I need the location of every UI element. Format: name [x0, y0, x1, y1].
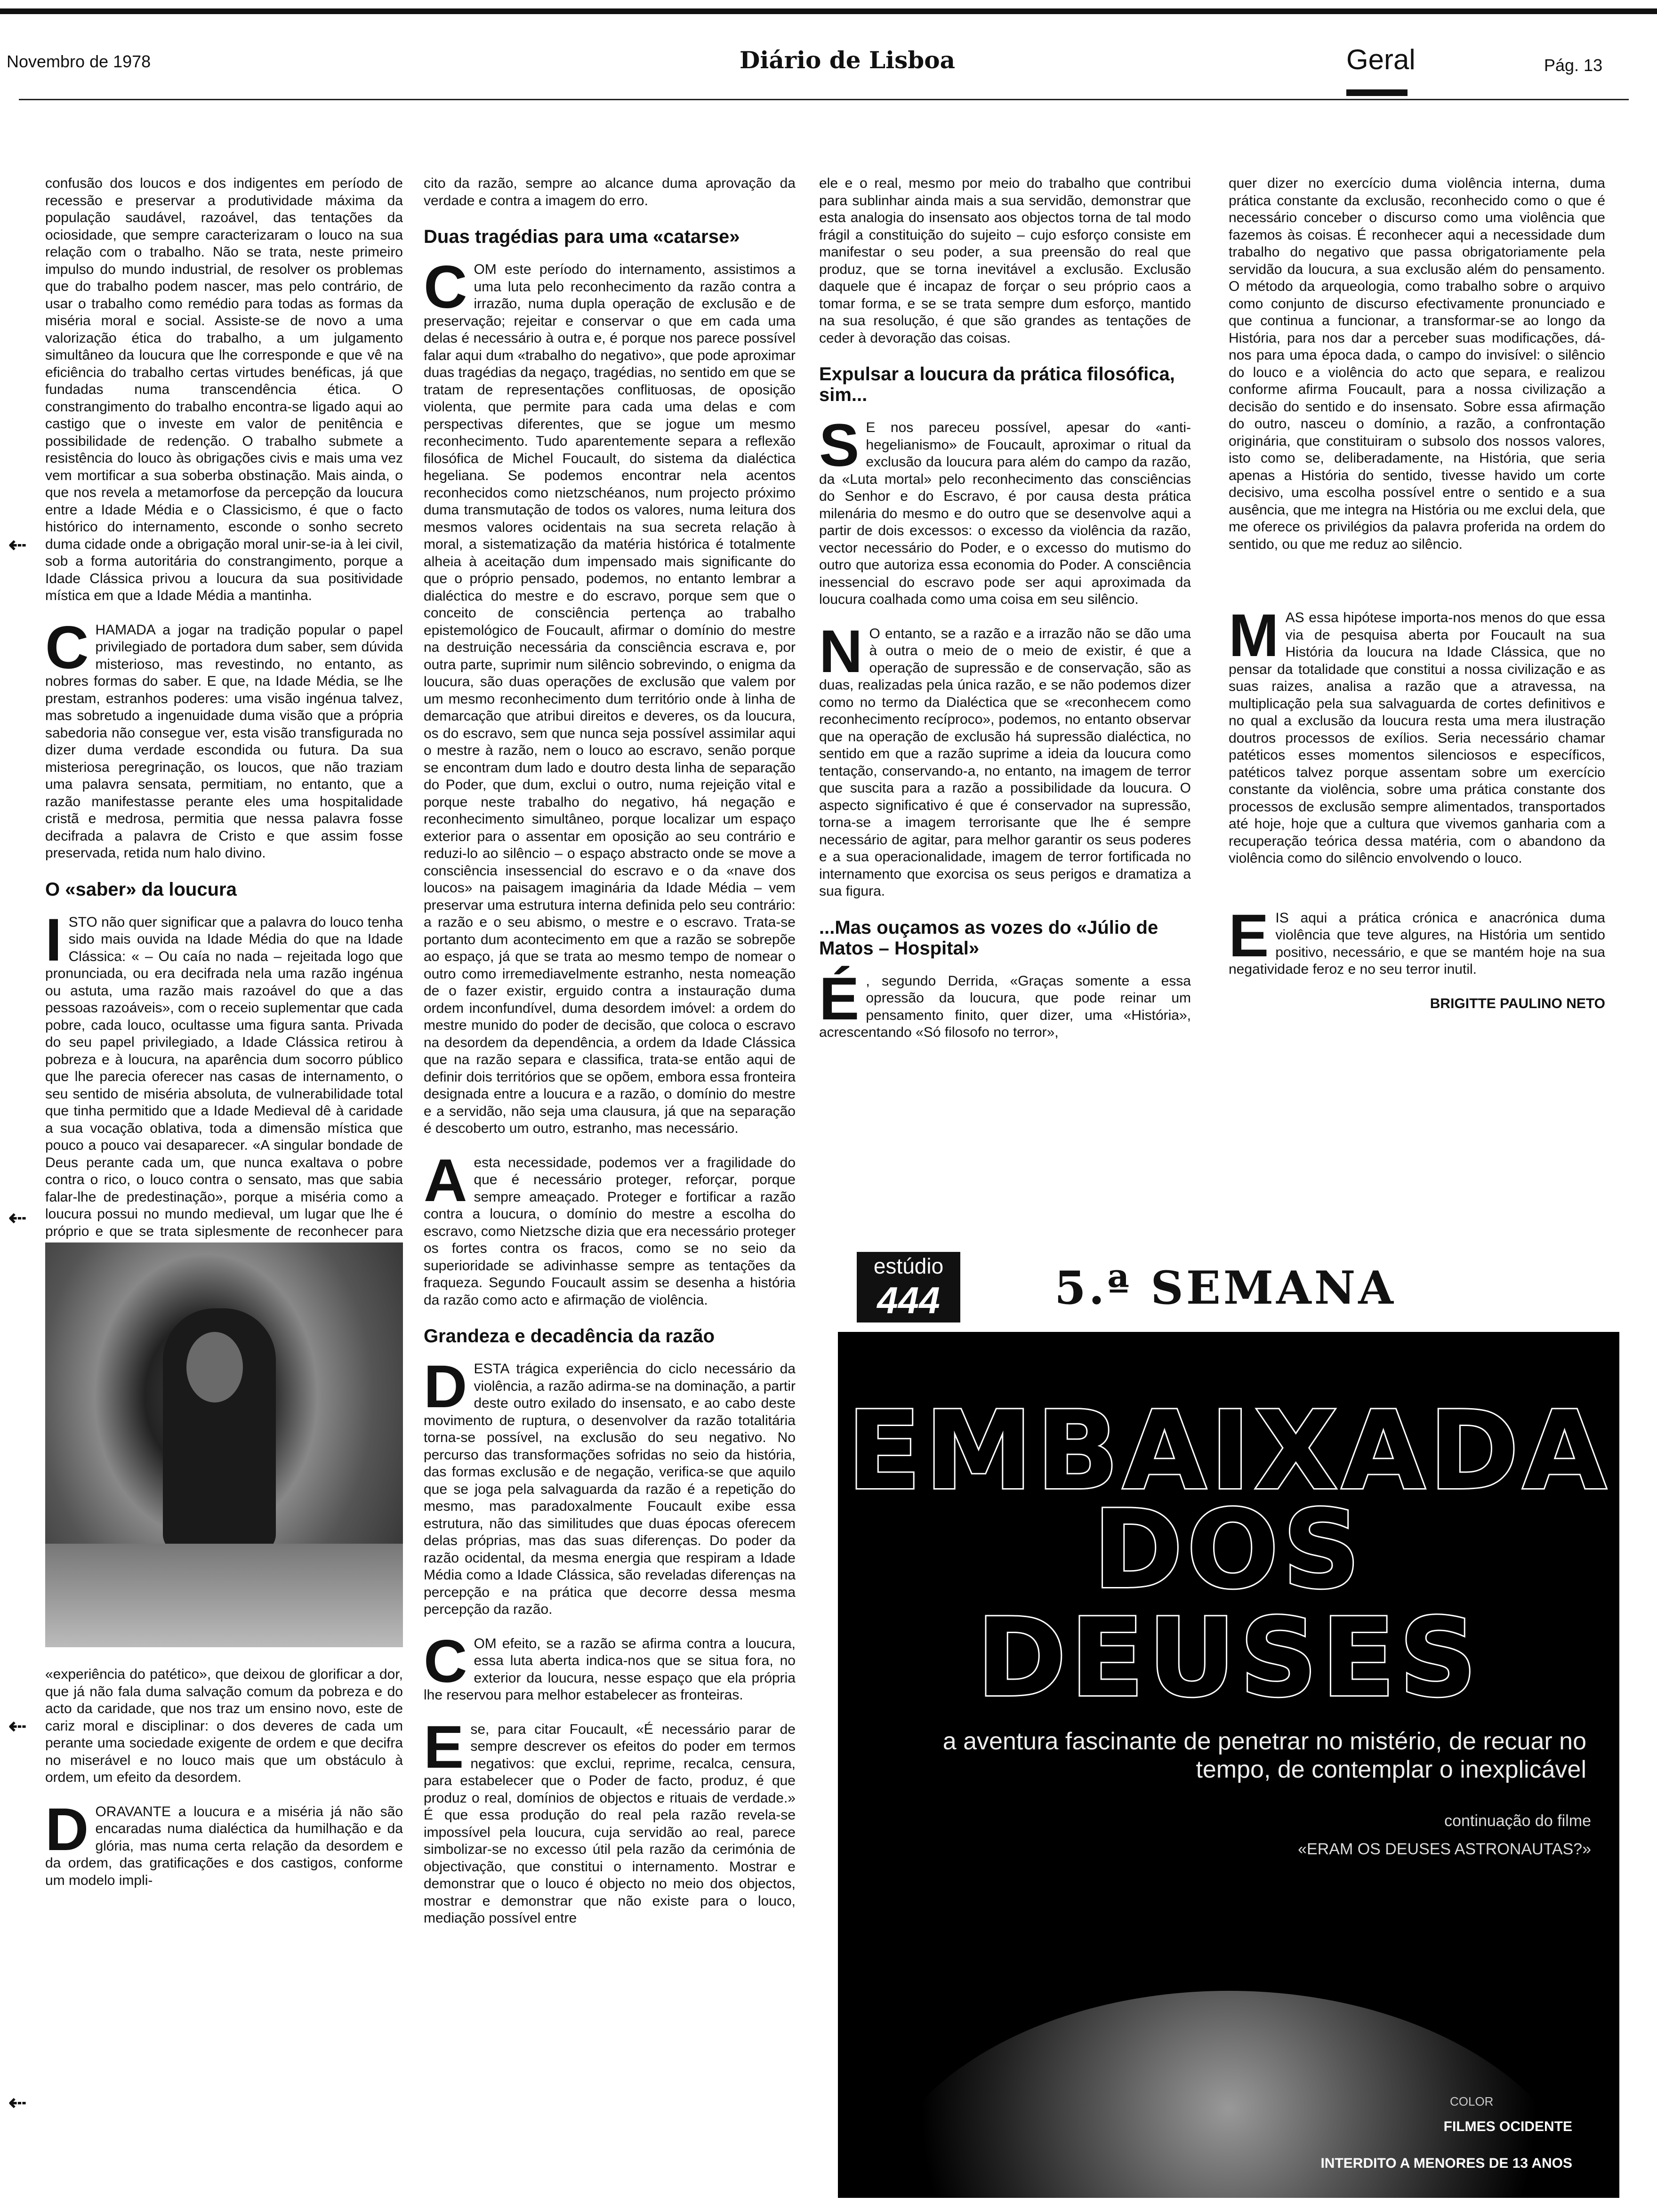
- article-column-3: [819, 175, 1191, 1058]
- paragraph: cito da razão, sempre ao alcance duma aprovação da verdade e contra a imagem do erro.: [424, 176, 796, 208]
- drop-cap: C: [45, 614, 89, 681]
- article-column-1-continued: [45, 1666, 403, 1906]
- drop-cap: A: [424, 1146, 467, 1214]
- drop-cap: S: [819, 412, 860, 479]
- issue-date: Novembro de 1978: [7, 52, 151, 71]
- screening-week: 5.ª SEMANA: [1054, 1261, 1396, 1314]
- continuation-note: continuação do filme: [1444, 1812, 1591, 1830]
- paragraph: ele e o real, mesmo por meio do trabalho que contribui para sublinhar ainda mais a sua servidão, demonstrar que esta analogia do insensato aos objectos torna de tal modo frágil a constituição do sujeito – cujo esforço consiste em manifestar o seu poder, a sua preensão do real que produz, que se torna inevitável a exclusão. Exclusão daquele que é incapaz de forçar o seu próprio caos a tomar forma, e se se trata sempre dum esforço, mantido na sua resolução, é que são grandes as tentações de ceder à devoração das coisas.: [819, 176, 1191, 346]
- photo-face: [186, 1332, 243, 1403]
- paragraph: Ese, para citar Foucault, «É necessário parar de sempre descrever os efeitos do poder em termos negativos: que exclui, reprime, recalca, censura, para estabelecer que o Poder de facto, produz, é que produz o real, domínios de objectos e rituais de verdade.» É que essa produção do real pela razão revela-se impossível pela loucura, cuja servidão ao real, parece simbolizar-se no excesso útil pela razão da cerimónia de objectivação, que constitui o internamento. Mostrar e demonstrar que o louco é objecto no meio dos objectos, mostrar e demonstrar que não existe para o louco, mediação possível entre: [424, 1713, 796, 1926]
- paragraph: S E nos pareceu possível, apesar do «anti-hegelianismo» de Foucault, aproximar o ritual da exclusão da loucura para além do campo da razão, da «Luta mortal» pelo reconhecimento das consciências do Senhor e do Escravo, é por causa desta prática milenária do mesmo e do outro que se desenvolve aqui a partir de dois excessos: o excesso da violência da razão, vector necessário do Poder, e o excesso do mutismo do outro que autoriza essa economia do Poder. A consciência inessencial do escravo pode ser aqui aproximada da loucura coalhada como uma coisa em seu silêncio.: [819, 412, 1191, 607]
- article-column-1: [45, 175, 403, 1309]
- age-rating: INTERDITO A MENORES DE 13 ANOS: [1320, 2156, 1572, 2171]
- subheading: Duas tragédias para uma «catarse»: [424, 226, 740, 247]
- paragraph: «experiência do patético», que deixou de glorificar a dor, que já não fala duma salvação comum da pobreza e do acto da caridade, que nos traz um ensino novo, este de cariz moral e disciplinar: o dos deveres de cada um perante uma sociedade exigente de ordem e que decifra no miserável e no louco mais que um obstáculo à ordem, um efeito da desordem.: [45, 1667, 403, 1785]
- drop-cap: E: [1229, 902, 1269, 970]
- cinema-logo: [857, 1252, 960, 1322]
- paragraph: É , segundo Derrida, «Graças somente a essa opressão da loucura, que pode reinar um pensamento finito, quer dizer, uma «História», acrescentando «Só filosofo no terror»,: [819, 965, 1191, 1040]
- subheading: ...Mas ouçamos as vozes do «Júlio de Matos – Hospital»: [819, 917, 1158, 959]
- paragraph: EIS aqui a prática crónica e anacrónica duma violência que teve algures, na História um sentido positivo, necessário, e que se mantém hoje na sua negatividade feroz e no seu terror inutil.: [1229, 902, 1605, 977]
- film-title-line: EMBAIXADA: [847, 1388, 1610, 1514]
- page-number: Pág. 13: [1544, 56, 1603, 75]
- paragraph: COM efeito, se a razão se afirma contra a loucura, essa luta aberta indica-nos que se situa fora, no exterior da loucura, nesse espaço que ela própria lhe reservou para melhor estabelecer as fronteiras.: [424, 1627, 796, 1703]
- drop-cap: C: [424, 1627, 467, 1695]
- header-rule: [19, 99, 1629, 100]
- margin-arrow-icon: ⇠: [8, 1714, 27, 1738]
- drop-cap: C: [424, 254, 467, 321]
- subheading: Grandeza e decadência da razão: [424, 1326, 715, 1346]
- drop-cap: I: [45, 906, 62, 974]
- section-underline: [1346, 89, 1408, 96]
- previous-film-title: «ERAM OS DEUSES ASTRONAUTAS?»: [1298, 1840, 1591, 1858]
- masthead: Diário de Lisboa: [739, 46, 956, 74]
- paragraph: confusão dos loucos e dos indigentes em período de recessão e preservar a produtividade máxima da população saudável, razoável, das tentações da ociosidade, que sempre caracterizaram o louco na sua relação com o trabalho. Não se trata, neste primeiro impulso do mundo industrial, de resolver os problemas que do trabalho podem nascer, mas pelo contrário, de usar o trabalho como remédio para todas as formas da miséria moral e social. Assiste-se de novo a uma valorização ética do trabalho, a um julgamento simultâneo da loucura que lhe corresponde e que vê na eficiência do trabalho certas virtudes benéficas, já que fundadas numa transcendência ética. O constrangimento do trabalho encontra-se ligado aqui ao castigo que o investe em valor de penitência e possibilidade de redenção. O trabalho submete a resistência do louco às obrigações civis e mais uma vez vem mortificar a sua soberba obstinação. Mais ainda, o que nos revela a metamorfose da percepção da loucura entre a Idade Média e o Classicismo, é que o facto histórico do internamento, esconde o sonho secreto duma cidade onde a obrigação moral unir-se-ia à lei civil, sob a forma autoritária do constrangimento, porque a Idade Clássica privou a loucura da sua positividade mística em que a Idade Média a mantinha.: [45, 176, 403, 603]
- drop-cap: D: [424, 1353, 467, 1420]
- paragraph: DORAVANTE a loucura e a miséria já não são encaradas numa dialéctica da humilhação e da glória, mas numa certa relação da desordem e da ordem, das gratificações e dos castigos, conforme um modelo impli-: [45, 1795, 403, 1888]
- paragraph: CHAMADA a jogar na tradição popular o papel privilegiado de portadora dum saber, sem dúvida misterioso, mas revestindo, no entanto, as nobres formas do saber. E que, na Idade Média, se lhe prestam, estranhos poderes: uma visão ingénua talvez, mas sobretudo a ingenuidade duma visão que a própria sabedoria não consegue ver, esta visão transfigurada no dizer duma verdade escondida ou futura. Da sua misteriosa peregrinação, os loucos, que não traziam uma palavra sensata, permitiam, no entanto, que a razão manifestasse perante eles uma hospitalidade cristã e medrosa, permitia que nessa palavra fosse decifrada a palavra de Cristo e que assim fosse preservada, retida num halo divino.: [45, 614, 403, 861]
- article-column-2: [424, 175, 796, 1944]
- color-note: COLOR: [1450, 2094, 1494, 2108]
- logo-text: estúdio: [873, 1254, 944, 1278]
- top-border: [0, 8, 1657, 14]
- paragraph: quer dizer no exercício duma violência interna, duma prática constante da exclusão, reconhecido como o que é necessário conceber o discurso como uma violência que fazemos às coisas. É reconhecer aqui a necessidade dum trabalho do negativo que passa obrigatoriamente pela servidão da loucura, a sua exclusão além do pensamento. O método da arqueologia, como trabalho sobre o arquivo como conjunto de discurso efectivamente pronunciado e que continua a funcionar, a transformar-se ao longo da História, para nos dar a perceber suas modificações, dá-nos para uma época dada, o campo do invisível: o silêncio do louco e a violência do acto que separa, e realizou conforme afirma Foucault, para a nossa civilização a decisão do sentido e do insensato. Sobre essa afirmação do outro, nasceu o domínio, a razão, a confrontação originária, que constituiram o subsolo dos nossos valores, isto como se, deliberadamente, na História, que seria apenas a História do sentido, tivesse havido um corte decisivo, uma escolha possível entre o sentido e a sua ausência, que me integra na História ou me exclui dela, que me oferece os privilégios da palavra proferida na ordem do sentido, ou que me reduz ao silêncio.: [1229, 176, 1605, 552]
- paragraph: ISTO não quer significar que a palavra do louco tenha sido mais ouvida na Idade Média do que na Idade Clássica: « – Ou caía no nada – rejeitada logo que pronunciada, ou era decifrada nela uma razão ingénua ou astuta, uma razão mais razoável do que a das pessoas razoáveis», com o receio suplementar que cada pobre, cada louco, ocultasse uma figura santa. Privada do seu papel privilegiado, a Idade Clássica retirou à pobreza e à loucura, na aparência dum socorro público que lhe parecia oferecer nas casas de internamento, o seu sentido de miséria absoluta, de vulnerabilidade total que tinha permitido que a Idade Medieval dê à caridade a sua vocação oblativa, toda a dimensão mística que pouco a pouco vai desaparecer. «A singular bondade de Deus perante cada um, que nunca exaltava o pobre contra o rico, o louco contra o sensato, mas que sabia falar-lhe de predestinação», porque a miséria como a loucura possui no mundo medieval, um lugar que lhe é próprio e que se trata siplesmente de reconhecer para: [45, 906, 403, 1239]
- paragraph: N O entanto, se a razão e a irrazão não se dão uma à outra o meio de o meio de existir, é que a operação de supressão e de conservação, são as duas, realizadas pela única razão, e se não podemos dizer como no termo da Dialéctica que se «reconhecem como reconhecimento recíproco», podemos, no entanto observar que na operação de exclusão há supressão dialéctica, no sentido em que a razão suprime a ideia da loucura como tentação, conservando-a, no entanto, na imagem de terror que suscita para a razão a possibilidade da loucura. O aspecto significativo é que é conservador na supressão, torna-se a imagem terrorisante que lhe é sempre necessário de agitar, para melhor garantir os seus poderes e a sua operacionalidade, imagem de terror fortificada no internamento que exorcisa os seus perigos e dramatiza a sua figura.: [819, 617, 1191, 899]
- section-label: Geral: [1346, 44, 1416, 75]
- drop-cap: É: [819, 965, 860, 1033]
- paragraph: MAS essa hipótese importa-nos menos do que essa via de pesquisa aberta por Foucault na sua História da loucura na Idade Clássica, que no pensar da totalidade que constitui a nossa civilização e as suas raizes, analisa a razão que a atravessa, na multiplicação pela sua salvaguarda de cortes definitivos e no qual a exclusão da loucura resta uma mera ilustração doutros processos de exílios. Seria necessário chamar patéticos esses momentos silenciosos e específicos, patéticos talvez porque assentam sobre um exercício constante da violência, sobre uma prática constante dos processos de exclusão sempre alimentados, transportados até hoje, hoje que a cultura que vivemos ganharia com a recuperação teórica dessa matéria, com o abandono da violência como do silêncio envolvendo o louco.: [1229, 602, 1605, 866]
- logo-number: 444: [877, 1279, 940, 1321]
- margin-arrow-icon: ⇠: [8, 1205, 27, 1230]
- film-title-line: DOS: [1093, 1487, 1365, 1613]
- subheading: Expulsar a loucura da prática filosófica, sim...: [819, 364, 1175, 405]
- distributor: FILMES OCIDENTE: [1443, 2119, 1572, 2134]
- article-photo: [45, 1242, 403, 1647]
- drop-cap: N: [819, 617, 863, 685]
- margin-arrow-icon: ⇠: [8, 532, 27, 557]
- tagline: a aventura fascinante de penetrar no mistério, de recuar no tempo, de contemplar o inexplicável: [942, 1728, 1586, 1783]
- cinema-advertisement: [838, 1252, 1619, 2198]
- drop-cap: M: [1229, 602, 1279, 669]
- film-title-line: DEUSES: [976, 1595, 1481, 1721]
- poster-panel: [838, 1332, 1619, 2198]
- paragraph: COM este período do internamento, assistimos a uma luta pelo reconhecimento da razão contra a irrazão, numa dupla operação de exclusão e de preservação; rejeitar e conservar o que em cada uma delas é necessário à outra e, é porque nos parece possível falar aqui dum «trabalho do negativo», que pode aproximar duas tragédias da negaço, tragédias, no sentido em que se tratam de representações conflituosas, de oposição violenta, que permite para cada uma delas e com perspectivas diferentes, que se jogue um mesmo reconhecimento. Tudo aparentemente separa a reflexão filosófica de Michel Foucault, do sistema da dialéctica hegeliana. Se podemos encontrar nela acentos reconhecidos como nietzschéanos, num projecto próximo duma transmutação de todos os valores, numa leitura dos mesmos valores ocidentais na sua secreta relação à moral, a sistematização da matéria histórica é totalmente alheia à aceitação dum impensado mais significante do que o próprio pensado, podemos, no entanto lembrar a dialéctica do mestre e do escravo, porque sem que o conceito de consciência pertença ao trabalho epistemológico de Foucault, afirmar o domínio do mestre na destruição necessária da consciência escrava e, por outra parte, suprimir num silêncio sobrevindo, o enigma da loucura, são duas operações de exclusão que valem por um mesmo reconhecimento dum território onde à linha de demarcação que atribui direitos e deveres, os da loucura, os do escravo, sem que nunca seja possível assimilar aqui o mestre à razão, nem o louco ao escravo, senão porque se encontram dum lado e doutro desta linha de separação do Poder, que dum, exclui o outro, numa rejeição vital e porque neste trabalho do negativo, há negação e reconhecimento simultâneo, porque localizar um espaço exterior para o assentar em oposição ao seu contrário e reduzi-lo ao silêncio – o espaço abstracto onde se move a consciência insessencial do escravo e o da «nave dos loucos» na paisagem imaginária da Idade Média – vem preservar uma estrutura interna definida pelo seu contrário: a razão e o seu abismo, o mestre e o escravo. Trata-se portanto dum acontecimento em que a razão se sobrepõe ao espaço, já que se trata ao mesmo tempo de nomear o outro como irremediavelmente estranho, nesta nomeação de o fazer existir, erguido contra a instauração duma ordem inconfundível, duma desordem imóvel: a ordem do mestre munido do poder de decisão, que coloca o escravo na desordem da dependência, a ordem da Idade Clássica que na razão separa e classifica, trata-se então aqui de definir dois territórios que se opõem, embora essa fronteira designada entre a loucura e a razão, o domínio do mestre e a servidão, não seja uma clausura, já que na separação é descoberto um outro, estranho, mas necessário.: [424, 254, 796, 1136]
- photo-ground: [45, 1544, 403, 1647]
- drop-cap: D: [45, 1795, 89, 1863]
- paragraph: Aesta necessidade, podemos ver a fragilidade do que é necessário proteger, reforçar, porque sempre ameaçado. Proteger e fortificar a razão contra a loucura, o domínio do mestre a escolha do escravo, como Nietzsche dizia que era necessário proteger os fortes contra os fracos, como se no seio da superioridade se adivinhasse sempre as tentações da fraqueza. Segundo Foucault assim se desenha a história da razão como acto e afirmação de violência.: [424, 1146, 796, 1308]
- drop-cap: E: [424, 1713, 464, 1781]
- author-byline: BRIGITTE PAULINO NETO: [1430, 995, 1605, 1011]
- paragraph: DESTA trágica experiência do ciclo necessário da violência, a razão adirma-se na dominação, a partir deste outro exilado do insensato, e ao cabo deste movimento de ruptura, o desenvolver da razão totalitária torna-se possível, na exclusão do seu negativo. No percurso das transformações sofridas no seio da história, das formas exclusão e de negação, verifica-se que aquilo que se joga pela salvaguarda da razão é a repetição do mesmo, mas paradoxalmente Foucault exibe essa estrutura, não das similitudes que duas épocas oferecem delas próprias, mas das suas diferenças. Do poder da razão ocidental, da mesma energia que respiram a Idade Média como a Idade Clássica, são reveladas diferenças na percepção e na prática que decorre dessa mesma percepção da razão.: [424, 1353, 796, 1617]
- article-column-4: [1229, 175, 1605, 1029]
- subheading: O «saber» da loucura: [45, 879, 237, 900]
- margin-arrow-icon: ⇠: [8, 2090, 27, 2115]
